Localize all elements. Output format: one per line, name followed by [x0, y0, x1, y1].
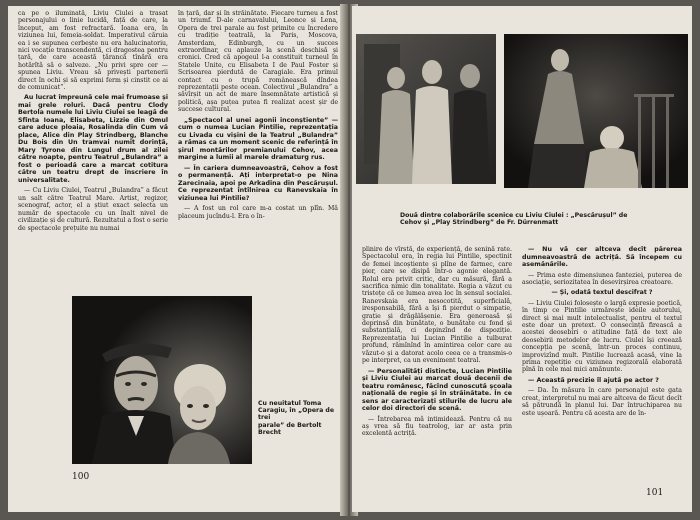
photo-image [72, 296, 252, 464]
interview-answer: — A fost un rol care m-a costat un plîn. Mă placeum jucîndu-l. Era o în- [178, 205, 338, 220]
interview-answer: — Prima este dimensiunea fanteziei, puterea de asociație, seriozitatea în desevirșirea creatoare. [522, 271, 682, 286]
caption-line: Două dintre colaborările scenice cu Liviu Ciulei : „Pescărușul” de [400, 212, 628, 219]
article-paragraph: plinire de vîrstă, de experiență, de senină rate. Spectacolul era, în regia lui Pintilie, spectinit de femei incoștiente și plîne de farmec, care pier, care se disipă într-o agonie elegantă. Rolul era privit critic, dar cu măsură, fără a sacrifica nimic din tonalitate. Regia a văzut cu tristețe că ce lumea avea loc în sensul socialei. Ranevskaia era nesocotită, superficială, iresponsabilă, fără a își fi pierdut o simpatie, grație și drăgălășenie. Era generoasă și deprinsă din bunătate, o bunătate cu fond și substanțială, ci depinzînd de dispoziție. Reprezentația lui Lucian Pintilie a tulburat profund, rămînînd în amintirea celor care au văzut-o și a datorat acolo ceea ce a transmis-o pe interpret, ca un eveniment teatral. [362, 246, 512, 365]
interview-question: — Și, odată textul descifrat ? [551, 289, 653, 297]
interview-answer: — Cu Liviu Ciulei, Teatrul „Bulandra” a făcut un salt către Teatrul Mare. Artist, regizor, scenograf, actor, el a știut exact selecta un număr de spectacole cu un înalt nivel de civilizație și de cultură. Rezultatul a fost o serie de spectacole prețuite nu numai [18, 187, 168, 232]
left-column-1 [18, 10, 168, 328]
article-paragraph: ca pe o iluminată, Liviu Ciulei a trasat personajului o linie lucidă, față de care, la început, am fost refractară. Ioana era, în viziunea lui, femeia-soldat. Imperativul căruia ea i se supunea cerbește nu era halucinatoriu, nici vocație transcendentă, ci dragostea pentru țară, de care această țărancă tînără era hotărîtă să o salveze. „Nu privi spre cer — spunea Liviu. Vreau să privești partenerii direct în ochi și să exprimi ferm și cinstit ce ai de comunicat”. [18, 10, 168, 92]
caption-line: Cu neuitatul Toma Caragiu, în „Opera de trei [258, 400, 335, 422]
right-column-1 [362, 246, 512, 482]
photo-opera-de-trei-parale [72, 296, 252, 464]
photo-caption-left [258, 400, 342, 436]
interview-answer: — Da. În măsura în care personajul este gata creat, interpretul nu mai are altceva de făcut decît să pătrundă în planul lui. Dar întruchiparea nu este ușoară. Pentru că acesta are de în- [522, 387, 682, 417]
interview-question: — Această precizie îl ajută pe actor ? [528, 376, 659, 384]
photo-pescarusul [356, 34, 496, 184]
left-page [8, 6, 346, 512]
interview-question: „Spectacol al unei agonii inconștiente” — cum o numea Lucian Pintilie, reprezentația cu Livada cu vișini de la Teatrul „Bulandra” a rămas ca un moment scenic de referință în șirul montărilor premianului Cehov, acea margine a lumii al marele dramaturg rus. [178, 116, 338, 162]
photo-image [356, 34, 496, 184]
left-column-2 [178, 10, 338, 272]
interview-question: — Nu vă cer altceva decît părerea dumneavoastră de actriță. Să începem cu asemănările. [522, 246, 682, 268]
interview-answer: — Întrebarea mă intimidează. Pentru că nu aș vrea să fiu teatrolog, iar ar asta prin excelentă actriță. [362, 415, 512, 438]
right-column-2 [522, 246, 682, 482]
interview-question: — În cariera dumneavoastră, Cehov a fost o permanență. Ați interpretat-o pe Nina Zarecinaia, apoi pe Arkadina din Pescărușul. Ce reprezentat întîlnirea cu Ranevskaia în viziunea lui Pintilie? [178, 164, 338, 202]
article-paragraph: în țară, dar și în străinătate. Fiecare turneu a fost un triumf. D-ale carnavalului, Leonce și Lena, Opera de trei parale au fost primite cu încredere cu tradiție teatrală, la Paris, Moscova, Amsterdam, Edinburgh, cu un succes extraordinar, cu aplauze la scenă deschisă și cronici. Cred că apogeul l-a constituit turneul în Statele Unite, cu Elisabeta I de Paul Foster și Scrisoarea pierdută de Caragiale. Era primul contact cu o trupă românească dîndea reprezentații peste ocean. Colectivul „Bulandra” a săvîrșit un act de mare însemnătate artistică și politică, așa puțea putea fi realizat acest șir de succese cultural. [178, 10, 338, 114]
interview-question: Au lucrat împreună cele mai frumoase și mai grele roluri. Dacă pentru Clody Bertola numele lui Liviu Ciulei se leagă de Sfînta Ioana, Elisabeta, Lizzie din Omul care aduce ploaia, Rosalinda din Cum vă place, Alice din Play Strindberg, Blanche Du Bois din Un tramvai numit dorință, Mary Tyrone din Lungul drum al zilei către noapte, pentru Teatrul „Bulandra” a fost o perioadă care a marcat cotitura către un teatru drept de înscriere în universalitate. [18, 94, 168, 184]
page-number-right: 101 [646, 488, 664, 498]
photo-image [504, 34, 688, 188]
right-page [352, 6, 692, 512]
caption-line: Cehov și „Play Strindberg” de Fr. Dürrenmatt [400, 219, 559, 227]
interview-answer: — Liviu Ciulei folosește o largă expresie poetică, în timp ce Pintilie urmărește ideile autorului, direct și mai mult intelectualist, pentru el textul este doar un pretext. O consecință firească a acestei deosebiri o atitudine față de text ale deosebirii metodelor de lucru. Ciulei își creează concepția pe scenă, într-un proces continuu, improvizînd mult. Pintilie lucrează acasă, vine la prima repetiție cu viziunea regizorală elaborată pînă în cele mai mici amănunte. [522, 299, 682, 374]
photo-caption-right [400, 212, 650, 226]
page-number-left: 100 [72, 472, 90, 482]
photo-play-strindberg [504, 34, 688, 188]
interview-question: — Personalități distincte, Lucian Pintilie și Liviu Ciulei au marcat două decenii de teatru românesc, făcînd cunoscută școala națională de regie și în străinătate. În ce sens ar caracterizați stilurile de lucru ale celor doi directori de scenă. [362, 367, 512, 412]
caption-line: parale” de Bertolt Brecht [258, 421, 322, 436]
